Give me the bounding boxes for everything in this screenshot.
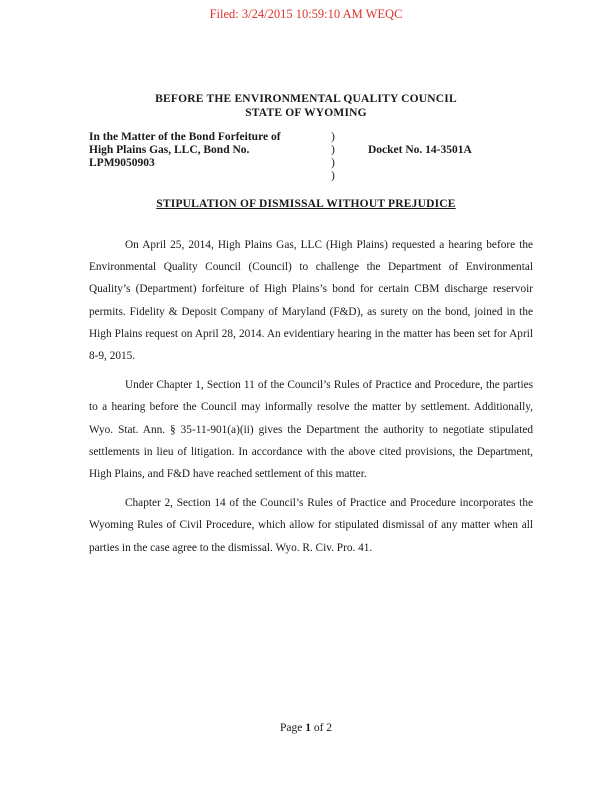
document-title: STIPULATION OF DISMISSAL WITHOUT PREJUDICE (156, 198, 456, 210)
docket-number: Docket No. 14-3501A (368, 144, 472, 156)
page-number (0, 722, 612, 734)
page-of: of (313, 722, 324, 734)
case-caption (89, 131, 329, 170)
page-total: 2 (326, 722, 333, 734)
document-body (89, 234, 533, 566)
caption-paren: ) (331, 131, 335, 143)
page-current: 1 (305, 722, 311, 734)
body-paragraph: Under Chapter 1, Section 11 of the Council’s Rules of Practice and Procedure, the parties to a hearing before the Council may informally resolve the matter by settlement. Additionally, Wyo. Stat. Ann. § 35-11-901(a)(ii) gives the Department the authority to negotiate stipulated settlements in lieu of litigation. In accordance with the above cited provisions, the Department, High Plains, and F&D have reached settlement of this matter. (89, 379, 533, 481)
caption-paren: ) (331, 144, 335, 156)
caption-paren: ) (331, 157, 335, 169)
court-heading (0, 92, 612, 120)
caption-parentheses (331, 131, 341, 183)
body-paragraph: Chapter 2, Section 14 of the Council’s Rules of Practice and Procedure incorporates the Wyoming Rules of Civil Procedure, which allow for stipulated dismissal of any matter when all parties in the case agree to the dismissal. Wyo. R. Civ. Pro. 41. (89, 497, 533, 554)
filed-stamp: Filed: 3/24/2015 10:59:10 AM WEQC (209, 7, 403, 21)
caption-line: In the Matter of the Bond Forfeiture of (89, 131, 281, 143)
body-paragraph: On April 25, 2014, High Plains Gas, LLC (High Plains) requested a hearing before the Environmental Quality Council (Council) to challenge the Department of Environmental Quality’s (Department) forfeiture of High Plains’s bond for certain CBM discharge reservoir permits. Fidelity & Deposit Company of Maryland (F&D), as surety on the bond, joined in the High Plains request on April 28, 2014. An evidentiary hearing in the matter has been set for April 8-9, 2015. (89, 239, 533, 363)
heading-line-2: STATE OF WYOMING (245, 107, 367, 119)
caption-paren: ) (331, 170, 335, 182)
heading-line-1: BEFORE THE ENVIRONMENTAL QUALITY COUNCIL (155, 93, 457, 105)
caption-line: LPM9050903 (89, 157, 155, 169)
caption-line: High Plains Gas, LLC, Bond No. (89, 144, 250, 156)
page-label: Page (279, 722, 303, 734)
